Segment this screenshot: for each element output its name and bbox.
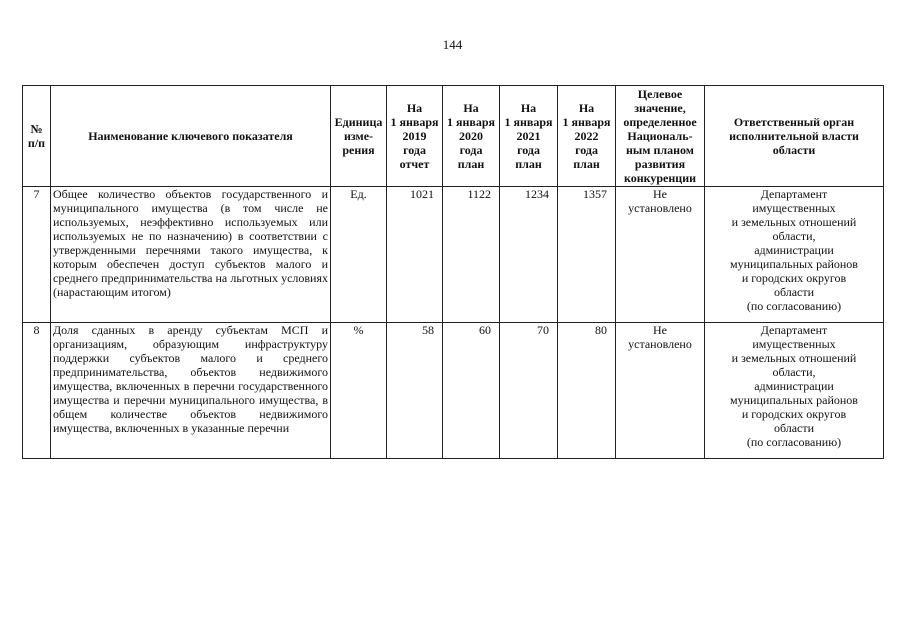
row-value-2021: 1234 xyxy=(500,187,558,323)
header-unit: Единица изме- рения xyxy=(331,86,387,187)
header-year-2020: На 1 января 2020 года план xyxy=(443,86,500,187)
row-target: Не установлено xyxy=(616,187,705,323)
row-num: 8 xyxy=(23,323,51,459)
header-year-2019: На 1 января 2019 года отчет xyxy=(387,86,443,187)
row-value-2022: 1357 xyxy=(558,187,616,323)
row-value-2019: 58 xyxy=(387,323,443,459)
header-name: Наименование ключевого показателя xyxy=(51,86,331,187)
indicators-table xyxy=(22,85,884,459)
row-value-2021: 70 xyxy=(500,323,558,459)
row-value-2019: 1021 xyxy=(387,187,443,323)
header-year-2021: На 1 января 2021 года план xyxy=(500,86,558,187)
header-year-2022: На 1 января 2022 года план xyxy=(558,86,616,187)
table-row xyxy=(23,323,884,459)
row-indicator-name: Доля сданных в аренду субъектам МСП и организациям, образующим инфраструктуру поддержки субъектов малого и среднего предпринимательства, объектов недвижимого имущества, включенных в перечни государственного имущества и перечни муниципального имущества, в общем количестве объектов недвижимого имущества, включенных в указанные перечни xyxy=(51,323,331,459)
header-responsible: Ответственный орган исполнительной власти области xyxy=(705,86,884,187)
row-target: Не установлено xyxy=(616,323,705,459)
row-indicator-name: Общее количество объектов государственного и муниципального имущества (в том числе не используемых, неэффективно используемых или используемых не по назначению) в соответствии с утвержденными перечнями такого имущества, к которым обеспечен доступ субъектов малого и среднего предпринимательства на льготных условиях (нарастающим итогом) xyxy=(51,187,331,323)
row-num: 7 xyxy=(23,187,51,323)
row-responsible: Департамент имущественных и земельных отношений области, администрации муниципальных районов и городских округов области (по согласованию) xyxy=(705,187,884,323)
page-number: 144 xyxy=(442,37,463,52)
row-responsible: Департамент имущественных и земельных отношений области, администрации муниципальных районов и городских округов области (по согласованию) xyxy=(705,323,884,459)
header-target: Целевое значение, определенное Националь- ным планом развития конкуренции xyxy=(616,86,705,187)
table-row xyxy=(23,187,884,323)
row-value-2020: 1122 xyxy=(443,187,500,323)
header-row xyxy=(23,86,884,187)
header-num: № п/п xyxy=(23,86,51,187)
row-unit: Ед. xyxy=(331,187,387,323)
row-value-2020: 60 xyxy=(443,323,500,459)
row-unit: % xyxy=(331,323,387,459)
row-value-2022: 80 xyxy=(558,323,616,459)
